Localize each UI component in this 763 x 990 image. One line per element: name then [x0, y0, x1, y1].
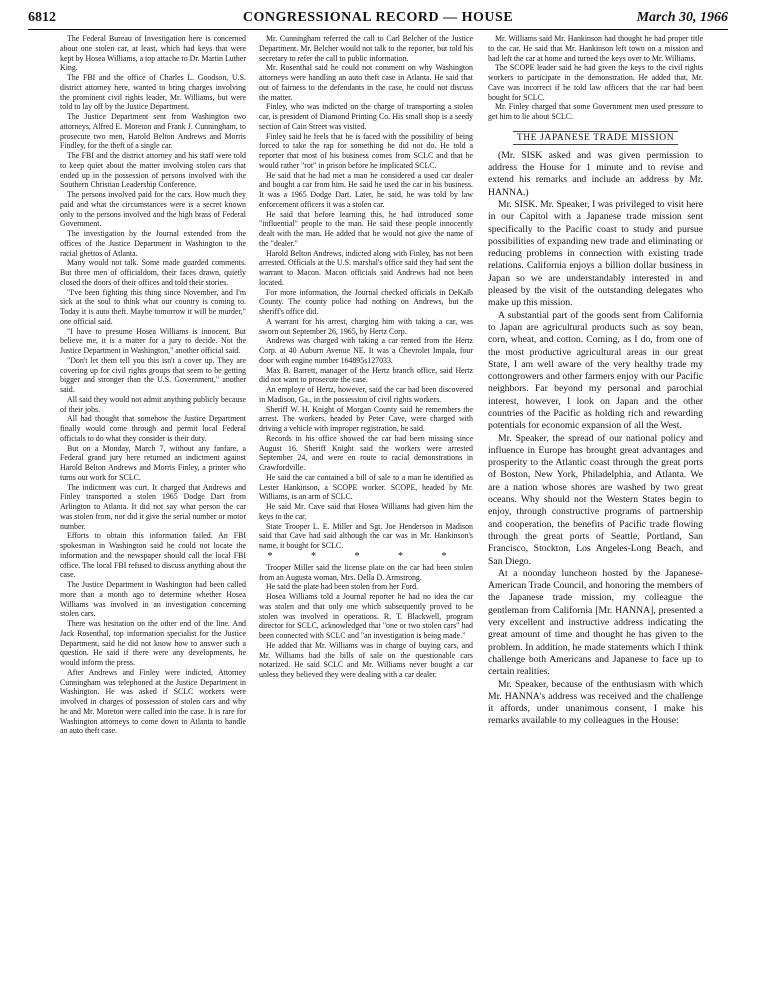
paragraph: All said they would not admit anything publicly because of their jobs.	[60, 394, 246, 414]
paragraph: He said Mr. Cave said that Hosea Williams had given him the keys to the car.	[259, 502, 473, 521]
paragraph: He added that Mr. Williams was in charge of buying cars, and Mr. Williams had the bills of sale on the questionable cars notarized. He said SCLC and Mr. Williams never bought a car unless they believed they were dealing with a car dealer.	[259, 640, 473, 679]
paragraph: Efforts to obtain this information failed. An FBI spokesman in Washington said he could not locate the information and the newspaper should call the local FBI office. The local FBI refused to discuss anything about the case.	[60, 531, 246, 580]
column-2-part-a	[259, 34, 473, 551]
paragraph: Finley said he feels that he is faced with the possibility of being forced to take the rap for something he did not do. He told a reporter that most of his business comes from SCLC and that he would rather "rot" in prison before he implicated SCLC.	[259, 131, 473, 170]
paragraph: The FBI and the office of Charles L. Goodson, U.S. district attorney here, wanted to bring charges involving the prominent civil rights leader, Mr. Williams, but were told to lay off by the Justice Department.	[60, 73, 246, 112]
paragraph: He said the plate had been stolen from her Ford.	[266, 582, 419, 592]
paragraph: For more information, the Journal checked officials in DeKalb County. The county police had nothing on Andrews, but the sheriff's office did.	[259, 287, 473, 316]
paragraph: Mr. Cunningham referred the call to Carl Belcher of the Justice Department. Mr. Belcher would not talk to the reporter, but told his secretary to refer the call to public information.	[259, 34, 473, 63]
paragraph: Mr. SISK. Mr. Speaker, I was privileged to visit here in our Capitol with a Japanese trade mission sent specifically to the Pacific coast to study and pursue possibilities of expanding new trade and eliminating or reducing problems in connection with existing trade relations. California enjoys a billion dollar business in Japan so we are understandably interested in and pleased by the visit of the outstanding delegates who make up this mission.	[488, 198, 703, 309]
paragraph: Max B. Barrett, manager of the Hertz branch office, said Hertz did not want to prosecute the case.	[259, 365, 473, 385]
paragraph: State Trooper L. E. Miller and Sgt. Joe Henderson in Madison said that Cave had said although the car was in Mr. Hankinson's name, it bought for SCLC.	[259, 521, 473, 550]
paragraph: Harold Belton Andrews, indicted along with Finley, has not been arrested. Officials at the U.S. marshal's office said they had sent the warrant to Macon. Macon officials said Andrews had not been located.	[259, 248, 473, 287]
paragraph: The FBI and the district attorney and his staff were told to keep quiet about the matter involving stolen cars that ended up in the possession of persons involved with the Southern Christian Leadership Conference.	[60, 151, 246, 190]
column-2	[259, 34, 473, 680]
paragraph: Hosea Williams told a Journal reporter he had no idea the car was stolen and that only one which subsequently proved to be stolen was involved in operations. R. T. Blackwell, program director for SCLC, acknowledged that "one or two stolen cars" had been connected with SCLC and "an investigation is being made."	[259, 592, 473, 640]
paragraph: The indictment was curt. It charged that Andrews and Finley transported a stolen 1965 Dodge Dart from Arlington to Atlanta. It did not say what person the car was stolen from, nor did it give the serial number or motor number.	[60, 482, 246, 531]
paragraph: A substantial part of the goods sent from California to Japan are agricultural products such as soy bean, corn, wheat, and cotton. Coming, as I do, from one of the most productive agricultural areas in our great State, I am well aware of the very healthy trade my cottongrowers and other farmers enjoy with our Pacific neighbors. Far beyond my personal and parochial interest, however, I look on Japan and the other countries of the Pacific as holding rich and rewarding potentials for economic expansion of all the West.	[488, 309, 703, 432]
running-title: CONGRESSIONAL RECORD — HOUSE	[242, 10, 514, 25]
paragraph: "I've been fighting this thing since November, and I'm sick at the soul to think what our country is coming to. Today it is auto theft. Maybe tomorrow it will be murder," one official said.	[60, 287, 246, 326]
column-2-part-b	[259, 563, 473, 680]
section-title-text: THE JAPANESE TRADE MISSION	[513, 131, 678, 145]
paragraph: But on a Monday, March 7, without any fanfare, a Federal grand jury here returned an indictment against Harold Belton Andrews and Morris Finley, a printer who turns out work for SCLC.	[60, 443, 246, 482]
paragraph: He said the car contained a bill of sale to a man he identified as Lester Hankinson, a SCOPE worker. SCOPE, headed by Mr. Williams, is an arm of SCLC.	[259, 472, 473, 502]
paragraph: Mr. Williams said Mr. Hankinson had thought he had proper title to the car. He said that Mr. Hankinson left town on a mission and had left the car at home and turned the keys over to Mr. Williams.	[488, 34, 703, 63]
section-title	[488, 132, 703, 144]
paragraph: Mr. Speaker, because of the enthusiasm with which Mr. HANNA's address was received and the challenge it affords, under unanimous consent, I make his remarks available to my colleagues in the House:	[488, 678, 703, 727]
paragraph: At a noonday luncheon hosted by the Japanese-American Trade Council, and honoring the members of the Japanese trade mission, my colleague the gentleman from California [Mr. HANNA], presented a very excellent and instructive address indicating the great amount of time and thought he has given to the problem. In addition, he made statements which I think challenge both Americans and Japanese to face up to certain realities.	[488, 567, 703, 678]
paragraph: The SCOPE leader said he had given the keys to the civil rights workers to participate in the demonstration. He added that, Mr. Cave was incorrect if he told law officers that the car had been bought for SCLC.	[488, 63, 703, 102]
paragraph: There was hesitation on the other end of the line. And Jack Rosenthal, top information specialist for the Justice Department, said he did not know how to answer such a question. He said if there were any developments, he would inform the press.	[60, 619, 246, 667]
paragraph: Mr. Rosenthal said he could not comment on why Washington attorneys were handling an auto theft case in Atlanta. He said that out of fairness to the defendants in the case, he could not discuss the matter.	[259, 63, 473, 102]
paragraph: The Federal Bureau of Investigation here is concerned about one stolen car, at least, which had keys that were kept by Hosea Williams, a top attache to Dr. Martin Luther King.	[60, 34, 246, 73]
procedural-note: (Mr. SISK asked and was given permission to address the House for 1 minute and to revise and extend his remarks and include an address by Mr. HANNA.)	[488, 149, 703, 198]
section-break-dots: * * * * *	[267, 550, 465, 562]
paragraph: A warrant for his arrest, charging him with taking a car, was sworn out September 26, 1965, by Hertz Corp.	[259, 316, 473, 336]
paragraph: He said that he had met a man he considered a used car dealer and bought a car from him. He said he used the car in his business. It was a 1965 Dodge Dart. Later, he said, he was told by law enforcement officers it was a stolen car.	[259, 170, 473, 209]
paragraph: The Justice Department sent from Washington two attorneys, Alfred E. Moreton and Frank J. Cunningham, to prosecute two men, Harold Belton Andrews and Morris Findley, for the theft of a single car.	[60, 112, 246, 151]
paragraph: Finley, who was indicted on the charge of transporting a stolen car, is president of Diamond Printing Co. His small shop is a seedy section of Cain Street was visited.	[259, 102, 473, 131]
paragraph: Sheriff W. H. Knight of Morgan County said he remembers the arrest. The workers, headed by Peter Cave, were charged with driving a vehicle with improper registration, he said.	[259, 404, 473, 433]
paragraph: The investigation by the Journal extended from the offices of the Justice Department in Washington to the racial ghettos of Atlanta.	[60, 229, 246, 258]
paragraph: After Andrews and Finley were indicted, Attorney Cunningham was telephoned at the Justice Department in Washington. He was asked if SCLC workers were involved in charges of possession of stolen cars and why he and Mr. Moreton were called into the case. It is rare for Washington attorneys to come down to Atlanta to handle an auto theft case.	[60, 667, 246, 736]
column-3	[488, 34, 703, 728]
page-number: 6812	[28, 10, 56, 25]
paragraph: "Don't let them tell you this isn't a cover up. They are covering up for civil rights groups that seem to be getting bigger and stronger than the U.S. Government," another said.	[60, 355, 246, 394]
header-date: March 30, 1966	[636, 10, 728, 25]
paragraph: "I have to presume Hosea Williams is innocent. But believe me, it is a matter for a jury to decide. Not the Justice Department in Washington," another official said.	[60, 326, 246, 355]
column-3-part-a	[488, 34, 703, 122]
paragraph: Many would not talk. Some made guarded comments. But three men of officialdom, their faces drawn, quietly closed the doors of their offices and told their stories.	[60, 258, 246, 287]
paragraph: All had thought that somehow the Justice Department finally would come through and permit local Federal officials to do what they consider is their duty.	[60, 414, 246, 443]
paragraph: Records in his office showed the car had been missing since August 16. Sheriff Knight said the workers were arrested September 24, and were en route to racial demonstrations in Crawfordville.	[259, 433, 473, 472]
page-header	[28, 10, 728, 30]
paragraph: The Justice Department in Washington had been called more than a month ago to determine whether Hosea Williams was involved in an investigation concerning stolen cars.	[60, 580, 246, 619]
paragraph: Andrews was charged with taking a car rented from the Hertz Corp. at 40 Auburn Avenue NE. It was a Chevrolet Impala, four door with engine number 164895s127033.	[259, 336, 473, 365]
paragraph: The persons involved paid for the cars. How much they paid and what the circumstances were is a secret known only to the persons involved and the high brass of Federal Government.	[60, 190, 246, 229]
paragraph: An employe of Hertz, however, said the car had been discovered in Madison, Ga., in the possession of civil rights workers.	[259, 385, 473, 404]
paragraph: Mr. Speaker, the spread of our national policy and influence in Europe has brought great advantages and prosperity to the Atlantic coast through the great ports of Boston, New York, Philadelphia, and Atlanta. We are a nation whose shores are washed by two great oceans. Why should not the Western States begin to enjoy, through constructive programs of partnership and cooperation, the benefits of Pacific trade flowing through the great ports of Seattle, Portland, San Francisco, Stockton, Los Angeles-Long Beach, and San Diego.	[488, 432, 703, 567]
header-rule	[28, 29, 728, 30]
paragraph: Trooper Miller said the license plate on the car had been stolen from an Augusta woman, Mrs. Della D. Armstrong.	[259, 562, 473, 582]
paragraph: He said that before learning this, he had introduced some "influential" people to the man. He said these people innocently dealt with the man. He added that he would not give the name of the "dealer."	[259, 209, 473, 248]
column-1	[60, 34, 246, 736]
column-3-part-b	[488, 199, 703, 728]
paragraph: Mr. Finley charged that some Government men used pressure to get him to lie about SCLC.	[488, 102, 703, 121]
